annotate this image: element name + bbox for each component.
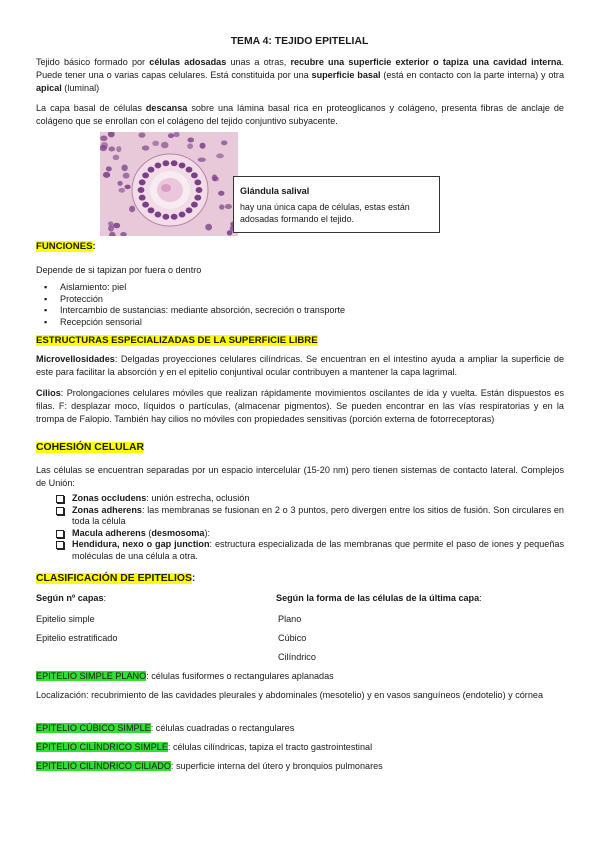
epithelial-nucleus (194, 195, 201, 201)
cell-nucleus (219, 204, 224, 209)
list-item: ▪ Recepción sensorial (36, 317, 556, 329)
epithelial-nucleus (148, 207, 155, 213)
epithelial-nucleus (196, 187, 203, 193)
intro-bold: recubre una superficie exterior o tapiza una cavidad interna (290, 57, 562, 67)
epithelial-nucleus (179, 212, 186, 218)
basal-text: sobre una lámina basal rica en proteoglicanos y colágeno, presenta fibras de anclaje de colágeno que se enrollan con el colágeno del tejido conjuntivo subyacente. (36, 103, 564, 126)
col2-item: Cúbico (278, 633, 307, 643)
list-item: ▪ Protección (36, 294, 556, 306)
cell-nucleus (173, 132, 179, 137)
cell-nucleus (161, 142, 169, 149)
checkbox-bullet-icon (56, 507, 64, 515)
tipo-cilindrico-simple (36, 741, 564, 754)
list-item (52, 528, 564, 540)
list-item (52, 493, 564, 505)
cell-nucleus (221, 140, 227, 145)
col2-title-label: Según la forma de las células de la última capa (276, 593, 480, 603)
epithelial-nucleus (139, 195, 146, 201)
item-term: Zonas adherens (72, 504, 142, 515)
cohesion-list (52, 493, 564, 563)
basal-paragraph (36, 102, 564, 128)
intro-text: Tejido básico formado por (36, 57, 150, 67)
cell-nucleus (116, 146, 121, 152)
item-text: : estructura especializada de las membranas que permite el paso de iones y pequeñas moléculas de una célula a otra. (72, 539, 565, 561)
cell-nucleus (100, 136, 107, 141)
figure-caption-box (233, 176, 440, 233)
cell-nucleus (187, 137, 194, 142)
col2-title (276, 593, 482, 603)
microvellosidades-text: : Delgadas proyecciones celulares cilíndricas. Se encuentran en el intestino ayuda a ampliar la superficie de este para facilitar la absorción y en el epitelio conjuntival ocular contribuyen a mantener la capa lagrimal. (36, 354, 564, 377)
epithelial-nucleus (194, 179, 201, 185)
intro-text: (está en contacto con la parte interna) y otra (380, 69, 564, 80)
cell-nucleus (142, 145, 150, 150)
checkbox-bullet-icon (56, 530, 64, 538)
checkbox-bullet-icon (56, 541, 64, 549)
cell-nucleus (218, 191, 224, 196)
cell-nucleus (200, 143, 206, 149)
cell-nucleus (113, 155, 120, 161)
col2-colon: : (479, 593, 482, 603)
cohesion-heading-label: COHESIÓN CELULAR (36, 442, 144, 453)
cilios-term: Cilios (36, 388, 61, 398)
item-text: : unión estrecha, oclusión (146, 493, 250, 503)
cell-nucleus (187, 143, 193, 148)
caption-text: hay una única capa de células, estas están adosadas formando el tejido. (240, 202, 410, 225)
item-term: desmosoma (151, 527, 205, 538)
cell-nucleus (118, 188, 125, 193)
col1-item: Epitelio simple (36, 614, 95, 624)
intro-text: unas a otras, (226, 57, 291, 67)
cell-nucleus (198, 158, 206, 162)
cell-nucleus (101, 142, 108, 148)
tipo-cubico-simple (36, 722, 564, 735)
epithelial-nucleus (138, 187, 145, 193)
tipo-text: : superficie interna del útero y bronquios pulmonares (170, 761, 383, 771)
item-term: Zonas occludens (72, 493, 147, 503)
gland-micrograph (100, 132, 238, 236)
epithelial-nucleus (171, 214, 178, 220)
estructuras-heading (36, 335, 318, 346)
epithelial-nucleus (191, 172, 198, 178)
cell-nucleus (168, 133, 174, 138)
epithelial-nucleus (191, 202, 198, 208)
item-text: ( (145, 527, 152, 538)
tipo-text: : células cilíndricas, tapiza el tracto gastrointestinal (167, 742, 373, 752)
funciones-list (36, 282, 556, 328)
epithelial-nucleus (186, 167, 193, 173)
cilios-text: : Prolongaciones celulares móviles que realizan rápidamente movimientos oscilantes de ida y vuelta. Están dispuestos es filas. F: desplazar moco, líquidos o partículas, (almacenar pigmentos). Se pueden encontrar en las vías respiratorias y en la trompa de Falopio. También hay cilios no móviles con propiedades sensitivas (porción externa de fotorreceptoras) (36, 388, 564, 424)
intro-bold: células adosadas (149, 57, 227, 67)
funciones-intro: Depende de si tapizan por fuera o dentro (36, 265, 202, 275)
intro-bold: apical (36, 82, 62, 93)
epithelial-nucleus (155, 212, 162, 218)
tipo-text: : células fusiformes o rectangulares aplanadas (146, 671, 334, 681)
cell-nucleus (108, 221, 113, 226)
cell-nucleus (113, 223, 120, 229)
cell-nucleus (216, 153, 224, 158)
cell-nucleus (212, 174, 217, 181)
estructuras-heading-label: ESTRUCTURAS ESPECIALIZADAS DE LA SUPERFICIE LIBRE (36, 335, 318, 346)
basal-bold: descansa (145, 103, 188, 113)
list-item (52, 505, 564, 528)
epithelial-nucleus (142, 202, 149, 208)
epithelial-nucleus (179, 162, 186, 168)
microvellosidades-paragraph (36, 353, 564, 379)
checkbox-bullet-icon (56, 495, 64, 503)
clasificacion-colon: : (191, 573, 196, 584)
epithelial-nucleus (155, 162, 162, 168)
item-text: ): (204, 527, 210, 538)
intro-text: . Puede tener una o varias capas celulares. Está constituida por una (36, 57, 565, 80)
list-item: ▪ Intercambio de sustancias: mediante absorción, secreción o transporte (36, 305, 556, 317)
epithelial-nucleus (142, 172, 149, 178)
epithelial-nucleus (186, 207, 193, 213)
page-title: TEMA 4: TEJIDO EPITELIAL (230, 36, 369, 47)
list-item (52, 539, 564, 562)
col1-item: Epitelio estratificado (36, 633, 118, 643)
col1-title-label: Según nº capas (36, 593, 104, 603)
cell-nucleus (129, 206, 135, 213)
epithelial-nucleus (148, 167, 155, 173)
funciones-colon: : (92, 241, 96, 252)
cell-nucleus (121, 165, 127, 172)
cell-nucleus (108, 225, 114, 232)
epithelial-nucleus (162, 214, 169, 220)
clasificacion-heading (36, 573, 195, 584)
item-term: Macula adherens (72, 527, 146, 538)
list-item: ▪ Aislamiento: piel (36, 282, 556, 294)
intro-bold: superficie basal (311, 69, 381, 80)
cell-nucleus (152, 141, 159, 146)
tipo-simple-plano (36, 670, 564, 683)
tipo-label: EPITELIO CÚBICO SIMPLE (36, 723, 151, 733)
cell-nucleus (103, 172, 110, 178)
cell-nucleus (108, 146, 115, 151)
funciones-heading (36, 241, 96, 252)
cell-nucleus (205, 224, 212, 231)
cell-nucleus (117, 181, 122, 186)
intro-paragraph (36, 56, 564, 94)
cell-nucleus (225, 204, 232, 209)
localizacion-paragraph: Localización: recubrimiento de las cavidades pleurales y abdominales (mesotelio) y en vasos sanguíneos (endotelio) y córnea (36, 690, 544, 700)
tipo-label: EPITELIO CILÍNDRICO SIMPLE (36, 742, 168, 752)
epithelial-nucleus (162, 160, 169, 166)
col2-item: Cilíndrico (278, 652, 316, 662)
intro-text: (luminal) (61, 82, 100, 93)
tipo-text: : células cuadradas o rectangulares (150, 723, 295, 733)
microvellosidades-term: Microvellosidades (36, 354, 115, 364)
col1-title (36, 593, 106, 603)
tipo-cilindrico-ciliado (36, 760, 564, 773)
caption-title: Glándula salival (240, 186, 310, 196)
epithelial-nucleus (139, 179, 146, 185)
cell-nucleus (123, 173, 130, 179)
basal-text: La capa basal de células (36, 103, 146, 113)
item-text: : las membranas se fusionan en 2 o 3 puntos, pero divergen entre los sitios de fusión. Son circulares en toda la célula (72, 504, 564, 527)
col2-item: Plano (278, 614, 302, 624)
item-term: Hendidura, nexo o gap junction (72, 539, 210, 550)
cohesion-intro: Las células se encuentran separadas por un espacio intercelular (15-20 nm) pero tienen sistemas de contacto lateral. Complejos de Unión: (36, 465, 564, 488)
epithelial-nucleus (171, 160, 178, 166)
cell-nucleus (106, 166, 112, 171)
tipo-label: EPITELIO CILÍNDRICO CILIADO (36, 761, 171, 771)
clasificacion-heading-label: CLASIFICACIÓN DE EPITELIOS (36, 573, 192, 584)
funciones-heading-label: FUNCIONES (36, 241, 93, 252)
cohesion-heading (36, 442, 144, 453)
cell-nucleus (138, 132, 145, 137)
tipo-label: EPITELIO SIMPLE PLANO (36, 671, 147, 681)
cilios-paragraph (36, 387, 564, 425)
cell-nucleus (125, 185, 131, 189)
col1-colon: : (103, 593, 107, 603)
